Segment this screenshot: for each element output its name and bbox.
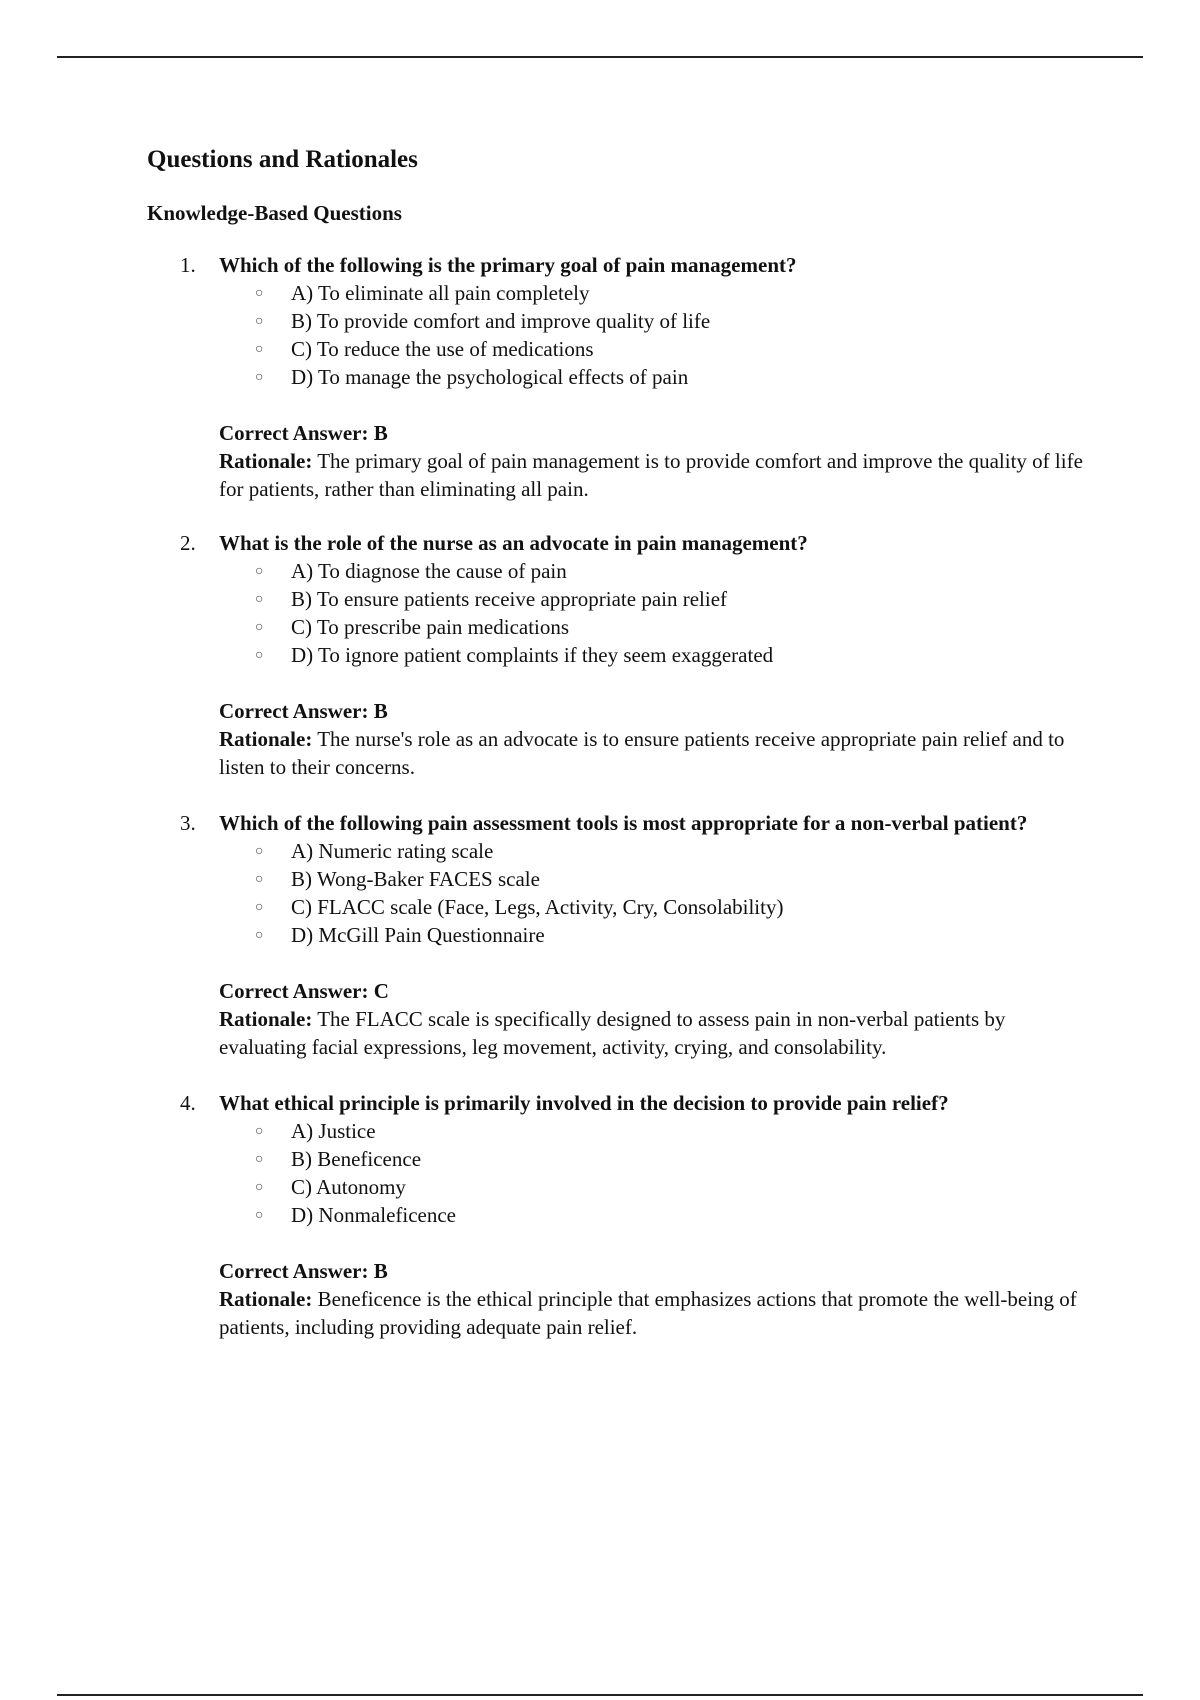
option-text: A) Justice xyxy=(291,1119,376,1143)
rationale xyxy=(219,447,1087,503)
option-item xyxy=(255,865,1087,893)
option-text: D) McGill Pain Questionnaire xyxy=(291,923,545,947)
option-text: D) To ignore patient complaints if they seem exaggerated xyxy=(291,643,774,667)
circle-bullet-icon: ○ xyxy=(255,648,264,663)
question-item xyxy=(147,529,1087,781)
circle-bullet-icon: ○ xyxy=(255,1180,264,1195)
option-item xyxy=(255,893,1087,921)
correct-answer xyxy=(219,419,1087,447)
correct-answer-value: B xyxy=(373,1259,388,1283)
question-item xyxy=(147,809,1087,1061)
circle-bullet-icon: ○ xyxy=(255,900,264,915)
option-item xyxy=(255,641,1087,669)
option-text: D) To manage the psychological effects of pain xyxy=(291,365,689,389)
question-item xyxy=(147,251,1087,503)
question-text: What is the role of the nurse as an advocate in pain management? xyxy=(219,531,808,555)
correct-answer-label: Correct Answer: xyxy=(219,699,369,723)
option-item xyxy=(255,557,1087,585)
correct-answer-value: C xyxy=(373,979,389,1003)
rationale-label: Rationale: xyxy=(219,1007,313,1031)
rationale xyxy=(219,725,1087,781)
rationale xyxy=(219,1005,1087,1061)
question-number: 4. xyxy=(180,1091,196,1115)
rationale-text: The nurse's role as an advocate is to ensure patients receive appropriate pain relief and to listen to their concerns. xyxy=(219,727,1065,779)
option-text: A) To diagnose the cause of pain xyxy=(291,559,567,583)
rationale xyxy=(219,1285,1087,1341)
correct-answer-value: B xyxy=(373,699,388,723)
option-item xyxy=(255,335,1087,363)
option-item xyxy=(255,1117,1087,1145)
option-item xyxy=(255,279,1087,307)
option-item xyxy=(255,921,1087,949)
option-text: B) To ensure patients receive appropriate pain relief xyxy=(291,587,728,611)
circle-bullet-icon: ○ xyxy=(255,620,264,635)
question-item xyxy=(147,1089,1087,1341)
circle-bullet-icon: ○ xyxy=(255,1124,264,1139)
circle-bullet-icon: ○ xyxy=(255,844,264,859)
correct-answer-value: B xyxy=(373,421,388,445)
option-text: B) To provide comfort and improve quality of life xyxy=(291,309,711,333)
option-text: C) To reduce the use of medications xyxy=(291,337,594,361)
option-item xyxy=(255,1173,1087,1201)
section-title: Knowledge-Based Questions xyxy=(147,201,402,225)
option-list xyxy=(219,1117,1087,1229)
rationale-label: Rationale: xyxy=(219,1287,313,1311)
option-item xyxy=(255,307,1087,335)
option-item xyxy=(255,837,1087,865)
circle-bullet-icon: ○ xyxy=(255,592,264,607)
rationale-text: Beneficence is the ethical principle that emphasizes actions that promote the well-being of patients, including providing adequate pain relief. xyxy=(219,1287,1077,1339)
option-text: C) To prescribe pain medications xyxy=(291,615,570,639)
option-item xyxy=(255,613,1087,641)
correct-answer xyxy=(219,1257,1087,1285)
header-rule xyxy=(57,56,1143,58)
option-text: C) Autonomy xyxy=(291,1175,406,1199)
circle-bullet-icon: ○ xyxy=(255,314,264,329)
option-list xyxy=(219,557,1087,669)
question-text: Which of the following is the primary goal of pain management? xyxy=(219,253,797,277)
rationale-label: Rationale: xyxy=(219,727,313,751)
option-item xyxy=(255,1145,1087,1173)
option-text: A) Numeric rating scale xyxy=(291,839,494,863)
circle-bullet-icon: ○ xyxy=(255,286,264,301)
option-item xyxy=(255,363,1087,391)
option-item xyxy=(255,1201,1087,1229)
circle-bullet-icon: ○ xyxy=(255,342,264,357)
correct-answer xyxy=(219,697,1087,725)
circle-bullet-icon: ○ xyxy=(255,564,264,579)
question-number: 1. xyxy=(180,253,196,277)
option-text: D) Nonmaleficence xyxy=(291,1203,456,1227)
question-number: 2. xyxy=(180,531,196,555)
option-list xyxy=(219,279,1087,391)
page-title: Questions and Rationales xyxy=(147,146,418,173)
circle-bullet-icon: ○ xyxy=(255,928,264,943)
circle-bullet-icon: ○ xyxy=(255,370,264,385)
rationale-text: The primary goal of pain management is to provide comfort and improve the quality of life for patients, rather than eliminating all pain. xyxy=(219,449,1083,501)
option-text: A) To eliminate all pain completely xyxy=(291,281,590,305)
circle-bullet-icon: ○ xyxy=(255,872,264,887)
correct-answer-label: Correct Answer: xyxy=(219,1259,369,1283)
option-text: C) FLACC scale (Face, Legs, Activity, Cry, Consolability) xyxy=(291,895,784,919)
option-text: B) Wong-Baker FACES scale xyxy=(291,867,540,891)
rationale-label: Rationale: xyxy=(219,449,313,473)
question-text: What ethical principle is primarily involved in the decision to provide pain relief? xyxy=(219,1091,949,1115)
option-text: B) Beneficence xyxy=(291,1147,422,1171)
footer-rule xyxy=(57,1694,1143,1696)
rationale-text: The FLACC scale is specifically designed to assess pain in non-verbal patients by evaluating facial expressions, leg movement, activity, crying, and consolability. xyxy=(219,1007,1006,1059)
correct-answer-label: Correct Answer: xyxy=(219,979,369,1003)
circle-bullet-icon: ○ xyxy=(255,1208,264,1223)
correct-answer-label: Correct Answer: xyxy=(219,421,369,445)
document-body xyxy=(147,142,1087,1341)
question-text: Which of the following pain assessment tools is most appropriate for a non-verbal patient? xyxy=(219,811,1028,835)
option-item xyxy=(255,585,1087,613)
circle-bullet-icon: ○ xyxy=(255,1152,264,1167)
correct-answer xyxy=(219,977,1087,1005)
question-list xyxy=(147,251,1087,1341)
question-number: 3. xyxy=(180,811,196,835)
option-list xyxy=(219,837,1087,949)
